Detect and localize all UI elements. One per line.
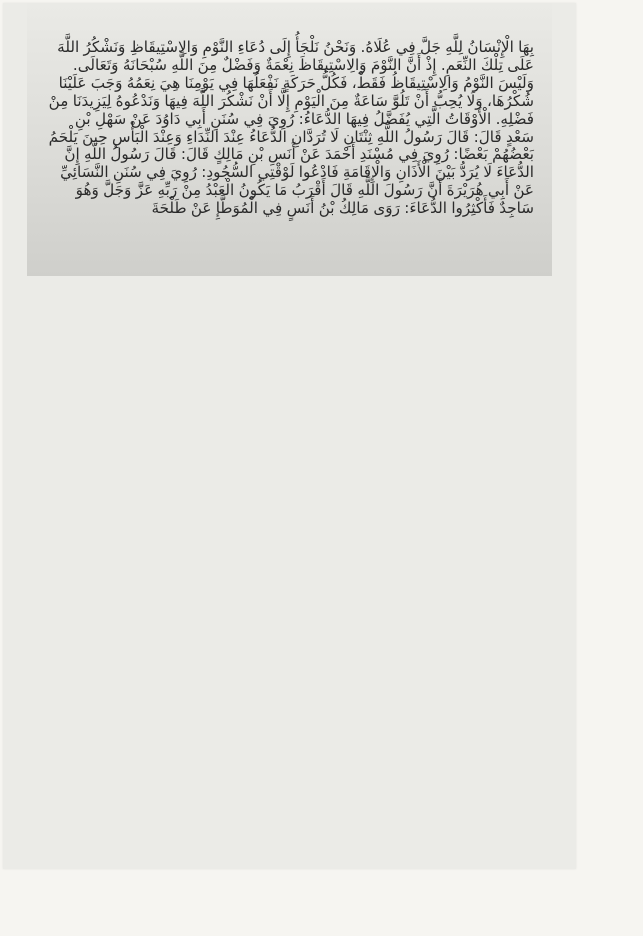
document-page	[3, 3, 576, 869]
arabic-paragraph: بِهَا الْإِنْسَانُ لِلَّهِ جَلَّ فِي عُلَاهُ. وَنَحْنُ نَلْجَأُ إِلَى دُعَاءِ النَّوْمِ وَالِاسْتِيقَاظِ وَنَشْكُرُ اللَّهَ عَلَى تِلْكَ النِّعَمِ. إِذْ أَنَّ النَّوْمَ وَالِاسْتِيقَاظَ نِعْمَةٌ وَفَضْلٌ مِنَ اللَّهِ سُبْحَانَهُ وَتَعَالَى. وَلَيْسَ النَّوْمُ وَالِاسْتِيقَاظُ فَقَطْ، فَكُلُّ حَرَكَةٍ نَفْعَلُهَا فِي يَوْمِنَا هِيَ نِعَمُهُ وَجَبَ عَلَيْنَا شُكْرُهَا، وَلَا يُحِبُّ أَنْ تَلُوَّ سَاعَةٌ مِنَ الْيَوْمِ إِلَّا أَنْ نَشْكُرَ اللَّهَ فِيهَا وَنَدْعُوهُ لِيَزِيدَنَا مِنْ فَضْلِهِ. الْأَوْقَاتُ الَّتِي يُفَضَّلُ فِيهَا الدُّعَاءُ: رُوِيَ فِي سُنَنِ أَبِي دَاوُدَ عَنْ سَهْلِ بْنِ سَعْدٍ قَالَ: قَالَ رَسُولُ اللَّهِ ثِنْتَانِ لَا تُرَدَّانِ الدُّعَاءُ عِنْدَ النِّدَاءِ وَعِنْدَ الْبَأْسِ حِينَ يَلْحَمُ بَعْضُهُمْ بَعْضًا: رُوِيَ فِي مُسْنَدِ أَحْمَدَ عَنْ أَنَسِ بْنِ مَالِكٍ قَالَ: قَالَ رَسُولُ اللَّهِ إِنَّ الدُّعَاءَ لَا يُرَدُّ بَيْنَ الْأَذَانِ وَالْإِقَامَةِ فَادْعُوا لَوْقْتِي السُّجُودِ: رُوِيَ فِي سُنَنِ النَّسَائِيِّ عَنْ أَبِي هُرَيْرَةَ أَنَّ رَسُولَ اللَّهِ قَالَ أَقْرَبُ مَا يَكُونُ الْعَبْدُ مِنْ رَبِّهِ عَزَّ وَجَلَّ وَهُوَ سَاجِدٌ فَأَكْثِرُوا الدُّعَاءَ: رَوَى مَالِكُ بْنُ أَنَسٍ فِي الْمُوَطَّإِ عَنْ طَلْحَةَ	[48, 38, 534, 218]
text-excerpt	[27, 3, 552, 276]
